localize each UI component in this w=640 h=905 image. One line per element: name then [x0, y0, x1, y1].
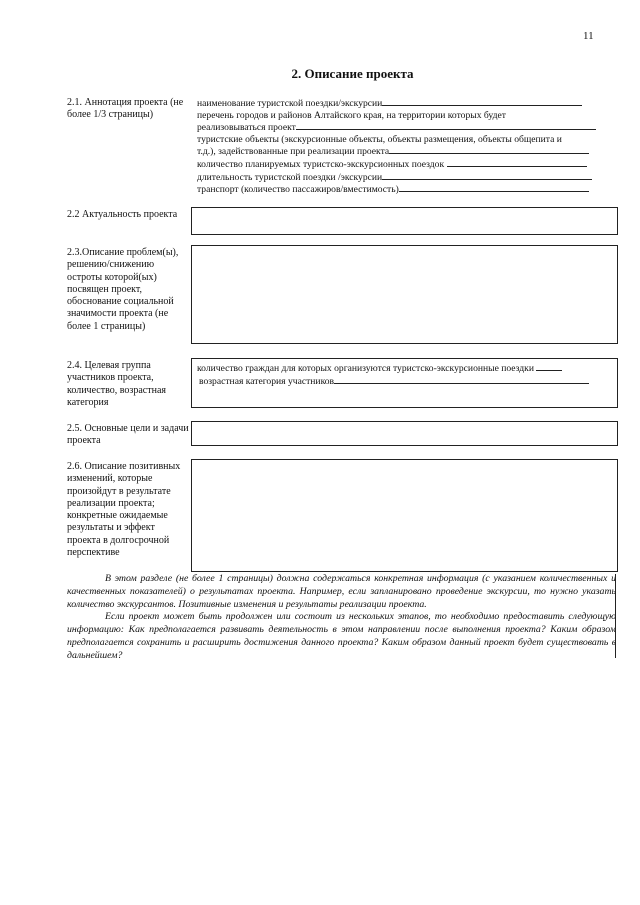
field-transport[interactable] [197, 183, 612, 196]
instruction-note [67, 573, 616, 663]
label-annotation: 2.1. Аннотация проекта (не более 1/3 страницы) [67, 97, 184, 121]
field-participants-count-label: количество граждан для которых организуются туристско-экскурсионные поездки [197, 363, 534, 374]
field-trips-count[interactable] [197, 158, 612, 171]
field-cities-label-1: перечень городов и районов Алтайского края, на территории которых будет [197, 109, 506, 121]
field-tour-name[interactable] [197, 97, 612, 110]
section-title: 2. Описание проекта [291, 66, 414, 81]
field-objects-label-1: туристские объекты (экскурсионные объекты, объекты размещения, объекты общепита и [197, 133, 562, 145]
target-group-fields [197, 362, 611, 387]
instruction-paragraph-1: В этом разделе (не более 1 страницы) должна содержаться конкретная информация (с указанием количественных и качественных показателей) о результатах проекта. Например, если запланировано проведение экскурсии, то нужно указать количество экскурсантов. Позитивные изменения и результаты реализации проекта. [67, 573, 616, 610]
field-duration-label: длительность туристской поездки /экскурсии [197, 171, 383, 183]
label-target-group: 2.4. Целевая группа участников проекта, количество, возрастная категория [67, 360, 166, 408]
field-objects-line1 [197, 134, 612, 146]
field-cities-line2[interactable] [197, 121, 612, 134]
field-trips-count-label: количество планируемых туристско-экскурсионных поездок [197, 158, 445, 170]
label-goals: 2.5. Основные цели и задачи проекта [67, 423, 189, 447]
field-objects-label-2: т.д.), задействованные при реализации проекта [197, 146, 390, 158]
field-cities-label-2: реализовываться проект [197, 122, 296, 134]
note-border-line [615, 574, 616, 658]
field-objects-line2[interactable] [197, 145, 612, 158]
field-tour-name-label: наименование туристской поездки/экскурсии [197, 98, 383, 109]
label-positive-changes: 2.6. Описание позитивных изменений, которые произойдут в результате реализации проекта; конкретные ожидаемые результаты и эффект проекта в долгосрочной перспективе [67, 461, 181, 559]
field-age-category[interactable] [197, 375, 611, 388]
problems-input-box[interactable] [191, 245, 618, 344]
target-group-box [191, 358, 618, 408]
field-age-category-label: возрастная категория участников [199, 375, 335, 387]
label-problems: 2.3.Описание проблем(ы), решению/снижению остроты которой(ых) посвящен проект, обоснование социальной значимости проекта (не более 1 страницы) [67, 247, 179, 332]
goals-input-box[interactable] [191, 421, 618, 446]
field-participants-count[interactable] [197, 362, 611, 375]
page-number: 11 [583, 30, 594, 42]
positive-changes-input-box[interactable] [191, 459, 618, 572]
annotation-fields [197, 97, 612, 196]
field-duration[interactable] [197, 171, 612, 184]
field-cities-line1 [197, 110, 612, 122]
relevance-input-box[interactable] [191, 207, 618, 235]
field-transport-label: транспорт (количество пассажиров/вместимость) [197, 184, 399, 196]
label-relevance: 2.2 Актуальность проекта [67, 209, 178, 220]
instruction-paragraph-2: Если проект может быть продолжен или состоит из нескольких этапов, то необходимо предоставить следующую информацию: Как предполагается развивать деятельность в этом направлении после выполнения проекта? Каким образом предполагается сохранить и расширить достижения данного проекта? Каким образом данный проект будет существовать в дальнейшем? [67, 611, 616, 661]
